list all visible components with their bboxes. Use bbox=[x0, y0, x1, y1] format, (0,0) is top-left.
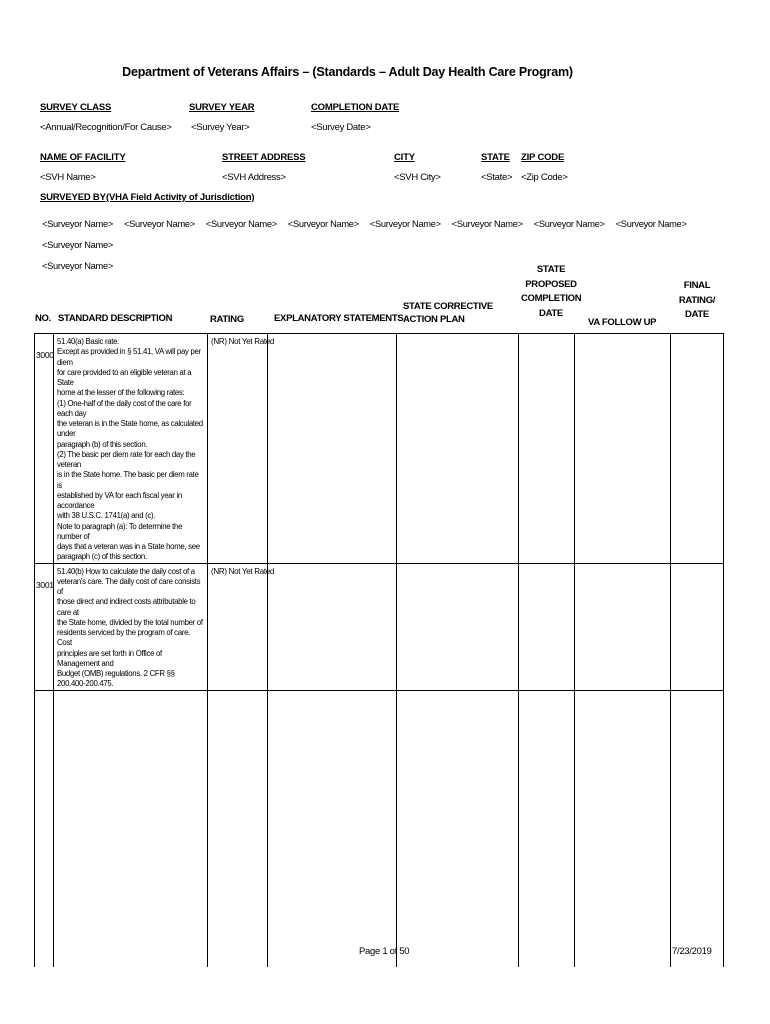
proposed-date-cell[interactable] bbox=[519, 334, 575, 564]
state-label: STATE bbox=[481, 152, 510, 163]
facility-name-value[interactable]: <SVH Name> bbox=[40, 172, 96, 183]
va-follow-up-cell[interactable] bbox=[575, 690, 671, 967]
column-header-standard: STANDARD DESCRIPTION bbox=[58, 313, 173, 324]
completion-date-value[interactable]: <Survey Date> bbox=[311, 122, 371, 133]
zip-code-label: ZIP CODE bbox=[521, 152, 565, 163]
standards-table bbox=[34, 333, 724, 967]
rating-cell[interactable] bbox=[208, 334, 275, 564]
final-rating-cell[interactable] bbox=[671, 563, 724, 690]
surveyor-name[interactable]: <Surveyor Name> bbox=[615, 219, 687, 229]
survey-year-label: SURVEY YEAR bbox=[189, 102, 255, 113]
column-header-rating: RATING bbox=[210, 314, 244, 325]
column-header-va-follow-up: VA FOLLOW UP bbox=[588, 317, 657, 328]
state-value[interactable]: <State> bbox=[481, 172, 513, 183]
va-follow-up-cell[interactable] bbox=[575, 563, 671, 690]
row-number-cell bbox=[35, 334, 54, 564]
rating-value: (NR) Not Yet Rated bbox=[211, 337, 275, 346]
surveyor-name[interactable]: <Surveyor Name> bbox=[533, 219, 605, 229]
corrective-action-cell[interactable] bbox=[397, 690, 519, 967]
surveyor-name[interactable]: <Surveyor Name> bbox=[42, 261, 113, 271]
surveyor-name[interactable]: <Surveyor Name> bbox=[205, 219, 277, 229]
column-header-no: NO. bbox=[35, 313, 51, 324]
surveyor-name[interactable]: <Surveyor Name> bbox=[123, 219, 195, 229]
surveyor-name[interactable]: <Surveyor Name> bbox=[42, 219, 113, 229]
row-number: 3001 bbox=[36, 579, 54, 590]
street-address-label: STREET ADDRESS bbox=[222, 152, 306, 163]
final-rating-cell[interactable] bbox=[671, 334, 724, 564]
surveyor-name[interactable]: <Surveyor Name> bbox=[451, 219, 523, 229]
surveyor-name[interactable]: <Surveyor Name> bbox=[369, 219, 441, 229]
column-header-final-rating: FINAL RATING/ DATE bbox=[678, 280, 716, 320]
surveyor-list bbox=[42, 214, 732, 277]
proposed-date-cell[interactable] bbox=[519, 563, 575, 690]
row-number-cell bbox=[35, 690, 54, 967]
surveyed-by-label: SURVEYED BY bbox=[40, 192, 106, 203]
survey-year-value[interactable]: <Survey Year> bbox=[191, 122, 250, 133]
city-label: CITY bbox=[394, 152, 415, 163]
proposed-date-cell[interactable] bbox=[519, 690, 575, 967]
row-number: 3000 bbox=[36, 350, 54, 360]
table-row bbox=[35, 690, 724, 967]
surveyor-name[interactable]: <Surveyor Name> bbox=[42, 240, 113, 250]
explanatory-cell[interactable] bbox=[268, 334, 397, 564]
survey-class-value[interactable]: <Annual/Recognition/For Cause> bbox=[40, 122, 172, 133]
corrective-action-cell[interactable] bbox=[397, 563, 519, 690]
standard-description: 51.40(b) How to calculate the daily cost of a veteran's care. The daily cost of care consists of those direct and indirect costs attributable to care at the State home, divided by the total number of residents serviced by the program of care. Cost principles are set forth in Office of Management and Budget (OMB) regulations. 2 CFR §§ 200.400-200.475. bbox=[57, 566, 203, 689]
column-header-state-corrective: STATE CORRECTIVE ACTION PLAN bbox=[403, 301, 493, 325]
final-rating-cell[interactable] bbox=[671, 690, 724, 967]
surveyed-by-sublabel: (VHA Field Activity of Jurisdiction) bbox=[106, 192, 255, 203]
standard-description-cell bbox=[54, 334, 208, 564]
row-number-cell bbox=[35, 563, 54, 690]
completion-date-label: COMPLETION DATE bbox=[311, 102, 400, 113]
rating-cell[interactable] bbox=[208, 690, 268, 967]
surveyor-name[interactable]: <Surveyor Name> bbox=[287, 219, 359, 229]
table-row bbox=[35, 334, 724, 564]
city-value[interactable]: <SVH City> bbox=[394, 172, 441, 183]
column-header-explanatory: EXPLANATORY STATEMENTS bbox=[274, 313, 404, 324]
explanatory-cell[interactable] bbox=[268, 563, 397, 690]
table-row bbox=[35, 563, 724, 690]
facility-name-label: NAME OF FACILITY bbox=[40, 152, 126, 163]
standard-description: 51.40(a) Basic rate. Except as provided in § 51.41, VA will pay per diem for care provided to an eligible veteran at a State home at the lesser of the following rates: (1) One-half of the daily cost of the care for each day the veteran is in the State home, as calculated under paragraph (b) of this section. (2) The basic per diem rate for each day the veteran is in the State home. The basic per diem rate is established by VA for each fiscal year in accordance with 38 U.S.C. 1741(a) and (c). Note to paragraph (a): To determine the number of days that a veteran was in a State home, see paragraph (c) of this section. bbox=[57, 337, 203, 562]
footer-date: 7/23/2019 bbox=[672, 946, 712, 957]
column-header-state-proposed: STATE PROPOSED COMPLETION DATE bbox=[521, 264, 582, 319]
zip-code-value[interactable]: <Zip Code> bbox=[521, 172, 568, 183]
survey-class-label: SURVEY CLASS bbox=[40, 102, 112, 113]
street-address-value[interactable]: <SVH Address> bbox=[222, 172, 286, 183]
corrective-action-cell[interactable] bbox=[397, 334, 519, 564]
rating-value: (NR) Not Yet Rated bbox=[211, 566, 275, 576]
page-number: Page 1 of 50 bbox=[359, 946, 410, 957]
rating-cell[interactable] bbox=[208, 563, 275, 690]
explanatory-cell[interactable] bbox=[268, 690, 397, 967]
document-title: Department of Veterans Affairs – (Standards – Adult Day Health Care Program) bbox=[122, 65, 573, 79]
standard-description-cell bbox=[54, 690, 208, 967]
standard-description-cell bbox=[54, 563, 208, 690]
va-follow-up-cell[interactable] bbox=[575, 334, 671, 564]
